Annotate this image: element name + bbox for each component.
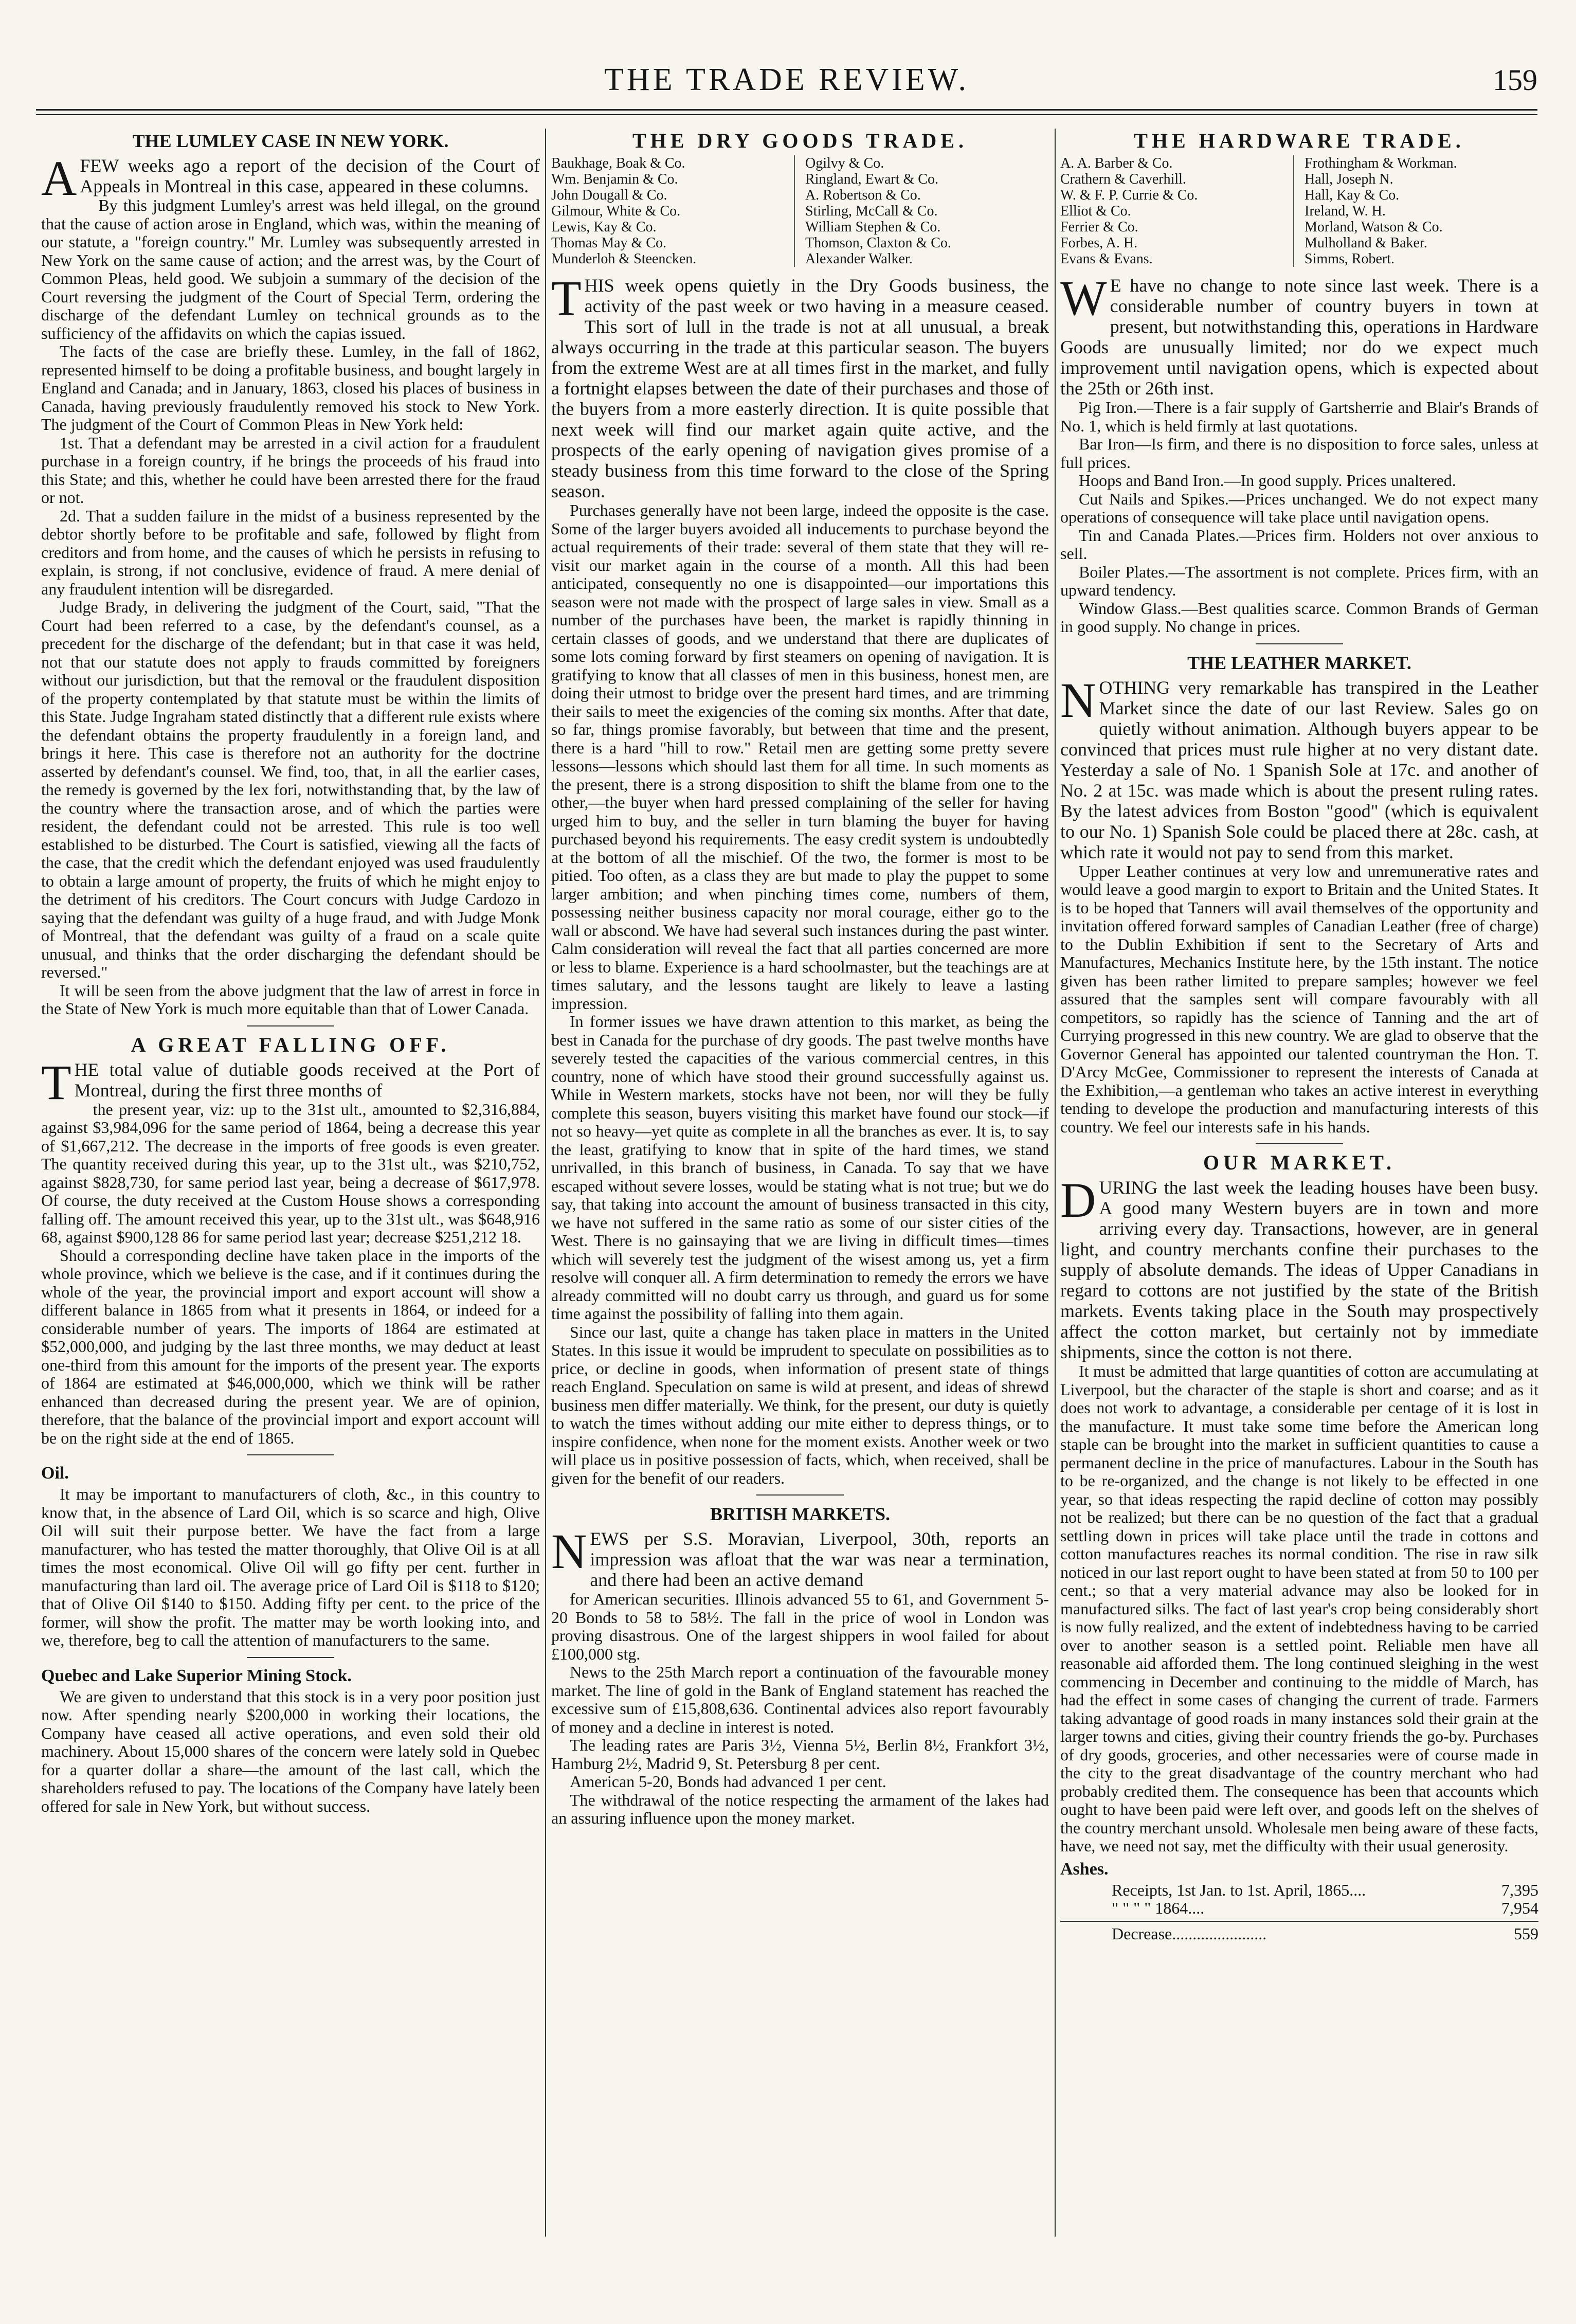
article-hardware — [1060, 131, 1538, 636]
article-lead — [551, 271, 1049, 501]
header-rule — [36, 109, 1537, 111]
lead-text: OTHING very remarkable has transpired in the Leather Market since the date of our last Review. Sales go on quietly without animation. Although buyers appear to be convinced that prices must rule higher at no very distant date. Yesterday a sale of No. 1 Spanish Sole at 17c. and another of No. 2 at 15c. was made which is about the present ruling rates. By the latest advices from Boston "good" (which is equivalent to our No. 1) Spanish Sole could be placed there at 28c. cash, at which rate it would not pay to send from this market. — [1060, 677, 1538, 862]
merchant-name: Munderloh & Steencken. — [551, 251, 697, 267]
paragraph: Pig Iron.—There is a fair supply of Gartsherrie and Blair's Brands of No. 1, which is held firmly at last quotations. — [1060, 398, 1538, 435]
lead-text: E have no change to note since last week. There is a considerable number of country buyers in town at present, but notwithstanding this, operations in Hardware Goods are unusually limited; nor do we expect much improvement until navigation opens, which is expected about the 25th or 26th inst. — [1060, 275, 1538, 399]
lead-text: EWS per S.S. Moravian, Liverpool, 30th, reports an impression was afloat that the war was near a termination, and there had been an active demand — [590, 1528, 1049, 1590]
merchant-list-left — [551, 155, 795, 267]
merchant-name: A. Robertson & Co. — [805, 187, 921, 203]
paragraph: Upper Leather continues at very low and unremunerative rates and would leave a good margin to export to Britain and the United States. It is to be hoped that Tanners will avail themselves of the opportunity and invitation offered forward samples of Canadian Leather (free of charge) to the Dublin Exhibition if sent to the Secretary of Arts and Manufactures, Mechanics Institute here, by the 15th instant. The notice given has been rather limited to prepare samples; however we feel assured that the samples sent will compare favourably with all competitors, so rapidly has the science of Tanning and the art of Currying progressed in this new country. We are glad to observe that the Governor General has appointed our talented countryman the Hon. T. D'Arcy McGee, Commissioner to represent the interests of Canada at the Exhibition,—a gentleman who takes an active interest in everything tending to develope the production and manufacturing interests of this country. We feel our interests safe in his hands. — [1060, 861, 1538, 1136]
article-heading: THE LEATHER MARKET. — [1187, 652, 1411, 673]
article-heading: BRITISH MARKETS. — [710, 1504, 891, 1524]
ashes-value: 559 — [1514, 1924, 1538, 1943]
drop-cap: D — [1060, 1173, 1096, 1228]
merchant-name: Hall, Kay & Co. — [1305, 187, 1400, 203]
merchant-name: Baukhage, Boak & Co. — [551, 155, 685, 171]
article-our-market — [1060, 1152, 1538, 1855]
section-rule — [1256, 1143, 1343, 1144]
paragraph: The facts of the case are briefly these. Lumley, in the fall of 1862, represented himself to be doing a profitable business, and bought largely in England and Canada; and in January, 1863, closed his places of business in Canada, having previously fraudulently removed his stock to New York. The judgment of the Court of Common Pleas in New York held: — [41, 342, 540, 434]
article-heading: THE DRY GOODS TRADE. — [632, 129, 968, 152]
paragraph: Tin and Canada Plates.—Prices firm. Holders not over anxious to sell. — [1060, 526, 1538, 563]
drop-cap: N — [1060, 672, 1096, 728]
merchant-list-right — [1305, 155, 1538, 267]
article-mining-stock — [41, 1666, 540, 1816]
merchant-name: Frothingham & Workman. — [1305, 155, 1457, 171]
ashes-label: " " " " 1864.... — [1112, 1899, 1205, 1917]
paragraph: In former issues we have drawn attention to this market, as being the best in Canada for the purchase of dry goods. The past twelve months have severely tested the capacities of the various commercial centres, in this country, none of which have stood their ground successfully against us. While in Western markets, stocks have not been, nor will they be fully complete this season, buyers visiting this market have found our stock—if not so heavy—yet quite as complete in all the branches as ever. It is, to say the least, gratifying to know that in spite of the hard times, we stand unrivalled, in this branch of business, in Canada. To say that we have escaped without severe losses, would be stating what is not true; but we do say, that taking into account the amount of business transacted in this city, we have not suffered in the same ratio as some of our sister cities of the West. There is no gainsaying that we are living in difficult times—times which will severely test the judgment of the wisest among us, yet a firm resolve will conquer all. A firm determination to remedy the errors we have already committed will no doubt carry us through, and guard us for some time against the possibility of falling into them again. — [551, 1012, 1049, 1323]
merchant-name: Crathern & Caverhill. — [1060, 171, 1186, 187]
article-lead — [1060, 672, 1538, 862]
paragraph: The withdrawal of the notice respecting the armament of the lakes had an assuring influence upon the money market. — [551, 1790, 1049, 1827]
merchant-name: Evans & Evans. — [1060, 251, 1153, 267]
ashes-decrease-row — [1060, 1921, 1538, 1943]
header-rule-thin — [36, 114, 1537, 115]
paragraph: Should a corresponding decline have taken place in the imports of the whole province, which we believe is the case, and if it continues during the whole of the year, the provincial import and export account will show a different balance in 1865 from what it presents in 1864, or indeed for a considerable number of years. The imports of 1864 are estimated at $52,000,000, and judging by the last three months, we may deduct at least one-third from this amount for the imports of the present year. The exports of 1864 are estimated at $46,000,000, which we think will be rather enhanced than decreased during the present year. We are of opinion, therefore, that the balance of the provincial import and export account will be on the right side at the end of 1865. — [41, 1246, 540, 1447]
article-heading: Quebec and Lake Superior Mining Stock. — [41, 1666, 352, 1685]
paragraph: 2d. That a sudden failure in the midst of a business represented by the debtor shortly before to be profitable and safe, followed by flight from creditors and from home, and the causes of which he persists in refusing to explain, is strong, if not conclusive, evidence of fraud. A mere denial of any fraudulent intention will be disregarded. — [41, 506, 540, 598]
article-lead — [41, 1054, 540, 1110]
drop-cap: W — [1060, 271, 1107, 326]
article-heading: Ashes. — [1060, 1859, 1109, 1879]
paragraph: We are given to understand that this stock is in a very poor position just now. After spending nearly $200,000 in working their locations, the Company have ceased all active operations, and even sold their old machinery. About 15,000 shares of the concern were lately sold in Quebec for a quarter dollar a share—the amount of the last call, which the shareholders refused to pay. The locations of the Company have lately been offered for sale in New York, but without success. — [41, 1687, 540, 1815]
paragraph: Purchases generally have not been large, indeed the opposite is the case. Some of the larger buyers avoided all inducements to purchase beyond the actual requirements of their trade: several of them state that they will re-visit our market again in the course of a month. All this had been anticipated, consequently no one is disappointed—our importations this season were not made with the prospect of large sales in view. Small as a number of the purchases have been, the market is rapidly thinning in certain classes of goods, and we understand that there are duplicates of some lots coming forward by first steamers on opening of navigation. It is gratifying to know that all classes of men in this business, honest men, are doing their utmost to bridge over the present hard times, and are trimming their sails to meet the exigencies of the coming six months. After that date, so far, things promise favorably, but between that time and the present, there is a hard "hill to row." Retail men are getting some pretty severe lessons—lessons which should last them for all time. In such moments as the present, there is a strong disposition to shift the blame from one to the other,—the buyer when hard pressed complaining of the seller for having urged him to buy, and the seller in turn blaming the buyer for having purchased beyond his requirements. The easy credit system is undoubtedly at the bottom of all the mischief. Of the two, the former is most to be pitied. Too often, as a class they are but made to play the puppet to some larger ambition; and when pinching times come, numbers of them, possessing neither business capacity nor moral courage, either go to the wall or abscond. We have had several such instances during the past winter. Calm consideration will reveal the fact that all parties concerned are more or less to blame. Experience is a hard schoolmaster, but the teachings are at times salutary, and the lessons taught are likely to leave a lasting impression. — [551, 501, 1049, 1013]
ashes-value: 7,395 — [1501, 1880, 1538, 1899]
merchant-list — [1060, 155, 1538, 267]
merchant-list — [551, 155, 1049, 267]
merchant-name: Ferrier & Co. — [1060, 219, 1138, 235]
paragraph: It may be important to manufacturers of cloth, &c., in this country to know that, in the absence of Lard Oil, which is so scarce and high, Olive Oil will suit their purpose better. We have the fact from a large manufacturer, who has tested the matter thoroughly, that Olive Oil is at all times the most economical. Olive Oil will go fifty per cent. further in manufacturing than lard oil. The average price of Lard Oil is $118 to $120; that of Olive Oil $140 to $150. Adding fifty per cent. to the price of the former, will show the profit. The matter may be worth looking into, and we, therefore, beg to call the attention of manufacturers to the same. — [41, 1485, 540, 1649]
drop-cap: N — [551, 1524, 587, 1579]
merchant-name: John Dougall & Co. — [551, 187, 667, 203]
merchant-name: Lewis, Kay & Co. — [551, 219, 657, 235]
section-rule — [1256, 643, 1343, 644]
paragraph: American 5-20, Bonds had advanced 1 per cent. — [570, 1772, 886, 1791]
merchant-name: Gilmour, White & Co. — [551, 203, 681, 219]
paragraph: for American securities. Illinois advanced 55 to 61, and Government 5-20 Bonds to 58 to 58½. The fall in the price of wool in London was proving disastrous. One of the largest shippers in wool failed for about £100,000 stg. — [551, 1590, 1049, 1663]
merchant-name: Stirling, McCall & Co. — [805, 203, 938, 219]
merchant-name: W. & F. P. Currie & Co. — [1060, 187, 1198, 203]
drop-cap: T — [551, 271, 582, 326]
merchant-name: Wm. Benjamin & Co. — [551, 171, 678, 187]
article-heading: A GREAT FALLING OFF. — [131, 1033, 450, 1056]
merchant-list-right — [805, 155, 1049, 267]
lead-text: HE total value of dutiable goods received at the Port of Montreal, during the first three months of — [74, 1059, 540, 1101]
merchant-name: Ireland, W. H. — [1305, 203, 1386, 219]
paragraph: The leading rates are Paris 3½, Vienna 5½, Berlin 8½, Frankfort 3½, Hamburg 2½, Madrid 9, St. Petersburg 8 per cent. — [551, 1736, 1049, 1773]
masthead — [36, 62, 1537, 113]
paragraph: It must be admitted that large quantities of cotton are accumulating at Liverpool, but the character of the staple is short and coarse; and as it does not work to advantage, a considerable per centage of it is lost in the manufacture. It must take some time before the American long staple can be brought into the market in sufficient quantities to cause a permanent decline in the price of manufactures. Labour in the South has to be re-organized, and the change is not likely to be effected in one year, so that ideas respecting the rapid decline of cotton may possibly not be realized; but there can be no question of the fact that a gradual settling down in prices will take place until the trade in cottons and cotton manufactures reaches its normal condition. The rise in raw silk noticed in our last report ought to have been stated at from 50 to 100 per cent.; so that a very material advance may also be looked for in manufactured silks. The fact of last year's crop being considerably short is now fully realized, and the extent of indebtedness having to be carried over to another season is a settled point. Reliable men have all reasonable aid afforded them. The long continued sleighing in the west commencing in December and continuing to the middle of March, has had the effect in some cases of changing the current of trade. Farmers taking advantage of good roads in many instances sold their grain at the larger towns and cities, giving their country friends the go-by. Purchases of dry goods, groceries, and other necessaries were of course made in the city to the great disadvantage of the country merchant who had probably credited them. The consequence has been that accounts which ought to have been paid were left over, and goods left on the shelves of the country merchant unsold. Wholesale men being aware of these facts, have, we need not say, met the difficulty with their usual generosity. — [1060, 1362, 1538, 1855]
lead-text: FEW weeks ago a report of the decision of the Court of Appeals in Montreal in this case, appeared in these columns. — [80, 155, 540, 196]
article-heading: THE HARDWARE TRADE. — [1134, 129, 1465, 152]
merchant-name: Simms, Robert. — [1305, 251, 1395, 267]
paragraph: Hoops and Band Iron.—In good supply. Prices unaltered. — [1079, 471, 1456, 490]
article-lead — [551, 1524, 1049, 1590]
article-oil — [41, 1464, 540, 1650]
paragraph: Boiler Plates.—The assortment is not complete. Prices firm, with an upward tendency. — [1060, 562, 1538, 599]
merchant-name: Thomson, Claxton & Co. — [805, 235, 951, 251]
merchant-name: Alexander Walker. — [805, 251, 913, 267]
merchant-name: Forbes, A. H. — [1060, 235, 1138, 251]
paragraph: News to the 25th March report a continuation of the favourable money market. The line of gold in the Bank of England statement has reached the excessive sum of £15,808,636. Continental advices also report favourably of money and a decline in interest is noted. — [551, 1663, 1049, 1736]
merchant-name: Thomas May & Co. — [551, 235, 666, 251]
article-lead — [1060, 271, 1538, 399]
merchant-name: Ogilvy & Co. — [805, 155, 884, 171]
article-heading: Oil. — [41, 1464, 69, 1483]
ashes-label: Receipts, 1st Jan. to 1st. April, 1865.... — [1112, 1880, 1366, 1899]
drop-cap: T — [41, 1054, 71, 1110]
paragraph: Judge Brady, in delivering the judgment of the Court, said, "That the Court had been referred to a case, by the defendant's counsel, as a precedent for the discharge of the defendant; but in that case it was held, not that our statute does not apply to frauds committed by foreigners without our jurisdiction, but that the removal or the fraudulent disposition of the property contemplated by that statute must be within the limits of this State. Judge Ingraham stated distinctly that a different rule exists where the defendant obtains the property fraudulently in a foreign land, and brings it here. This case is therefore not an authority for the doctrine asserted by defendant's counsel. We find, too, that, in all the earlier cases, the remedy is governed by the lex fori, notwithstanding that, by the law of the country where the transaction arose, and of which the parties were resident, the defendant could not be arrested. This rule is too well established to be disturbed. The Court is satisfied, viewing all the facts of the case, that the credit which the defendant enjoyed was used fraudulently to obtain a large amount of property, the fruits of which he might enjoy to the detriment of his creditors. The Court concurs with Judge Cardozo in saying that the defendant was guilty of a huge fraud, and with Judge Monk of Montreal, that the defendant was guilty of a fraud on a scale quite unusual, and thinks that the order discharging the defendant should be reversed." — [41, 598, 540, 981]
ashes-row — [1060, 1899, 1538, 1918]
article-leather-market — [1060, 653, 1538, 1137]
drop-cap: A — [41, 151, 77, 206]
merchant-name: William Stephen & Co. — [805, 219, 941, 235]
lead-text: URING the last week the leading houses have been busy. A good many Western buyers are in town and more arriving every day. Transactions, however, are in general light, and country merchants confine their purchases to the supply of absolute demands. The ideas of Upper Canadians in regard to cottons are not justified by the state of the British markets. Events taking place in the South may prospectively affect the cotton market, but certainly not by immediate shipments, since the cotton is not there. — [1060, 1177, 1538, 1362]
lead-text: HIS week opens quietly in the Dry Goods business, the activity of the past week or two having in a measure ceased. This sort of lull in the trade is not at all unusual, a break always occurring in the trade at this particular season. The buyers from the extreme West are at all times first in the market, and fully a fortnight elapses between the date of their purchases and those of the buyers from a more easterly direction. It is quite possible that next week will find our market again quite active, and the prospects of the early opening of navigation gives promise of a steady business from this time forward to the close of the Spring season. — [551, 275, 1049, 501]
article-ashes — [1060, 1860, 1538, 1943]
merchant-name: Mulholland & Baker. — [1305, 235, 1427, 251]
article-heading: THE LUMLEY CASE IN NEW YORK. — [132, 131, 449, 151]
column-divider — [1055, 129, 1056, 2237]
ashes-label: Decrease....................... — [1112, 1924, 1267, 1943]
column-left — [41, 129, 540, 2242]
merchant-name: Ringland, Ewart & Co. — [805, 171, 938, 187]
paragraph: Bar Iron—Is firm, and there is no disposition to force sales, unless at full prices. — [1060, 435, 1538, 472]
section-rule — [247, 1454, 334, 1455]
section-rule — [247, 1657, 334, 1658]
section-rule — [756, 1494, 844, 1496]
article-heading: OUR MARKET. — [1203, 1151, 1396, 1174]
column-right — [1060, 129, 1538, 2242]
article-lead — [1060, 1173, 1538, 1362]
ashes-row — [1060, 1881, 1538, 1900]
paragraph: It will be seen from the above judgment that the law of arrest in force in the State of New York is much more equitable than that of Lower Canada. — [41, 981, 540, 1018]
paragraph: Since our last, quite a change has taken place in matters in the United States. In this issue it would be imprudent to speculate on possibilities as to price, or decline in goods, when information of present state of things reach England. Speculation on same is wild at present, and ideas of shrewd business men differ materially. We think, for the present, our duty is quietly to watch the times without adding our mite either to depress things, or to inspire confidence, when none for the moment exists. Another week or two will place us in positive possession of facts, which, when received, shall be given for the benefit of our readers. — [551, 1322, 1049, 1487]
column-middle — [551, 129, 1049, 2242]
article-lumley-case — [41, 131, 540, 1018]
running-title: THE TRADE REVIEW. — [604, 62, 969, 97]
article-british-markets — [551, 1504, 1049, 1828]
article-dry-goods — [551, 131, 1049, 1487]
column-divider — [545, 129, 546, 2237]
section-rule — [247, 1025, 334, 1026]
paragraph: By this judgment Lumley's arrest was held illegal, on the ground that the cause of action arose in England, which was, within the meaning of our statute, a "foreign country." Mr. Lumley was subsequently arrested in New York on the same cause of action; and the arrest was, by the Court of Common Pleas, held good. We subjoin a summary of the decision of the Court reversing the judgment of the Court of Special Term, ordering the discharge of the defendant Lumley on technical grounds as to the sufficiency of the affidavits on which the capias issued. — [41, 196, 540, 343]
paragraph: the present year, viz: up to the 31st ult., amounted to $2,316,884, against $3,984,096 for the same period of 1864, being a decrease this year of $1,667,212. The decrease in the imports of free goods is even greater. The quantity received during this year, up to the 31st ult., was $210,752, against $828,730, for same period last year, being a decrease of $617,978. Of course, the duty received at the Custom House shows a corresponding falling off. The amount received this year, up to the 31st ult., was $648,916 68, against $900,128 86 for same period last year; decrease $251,212 18. — [41, 1100, 540, 1246]
article-lead — [41, 151, 540, 206]
merchant-name: Elliot & Co. — [1060, 203, 1131, 219]
paragraph: Window Glass.—Best qualities scarce. Common Brands of German in good supply. No change in prices. — [1060, 599, 1538, 636]
merchant-list-left — [1060, 155, 1294, 267]
merchant-name: Hall, Joseph N. — [1305, 171, 1393, 187]
paragraph: Cut Nails and Spikes.—Prices unchanged. We do not expect many operations of consequence will take place until navigation opens. — [1060, 489, 1538, 526]
merchant-name: Morland, Watson & Co. — [1305, 219, 1443, 235]
ashes-value: 7,954 — [1501, 1899, 1538, 1917]
merchant-name: A. A. Barber & Co. — [1060, 155, 1173, 171]
page-number: 159 — [1493, 63, 1537, 97]
article-great-falling-off — [41, 1035, 540, 1448]
paragraph: 1st. That a defendant may be arrested in a civil action for a fraudulent purchase in a foreign country, if he brings the proceeds of his fraud into this State; and this, whether he could have been arrested there for the fraud or not. — [41, 433, 540, 507]
